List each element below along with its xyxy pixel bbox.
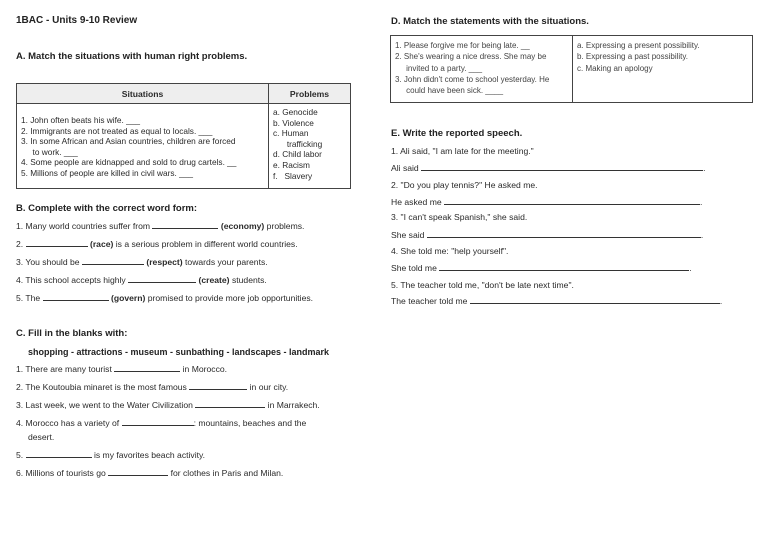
answer-blank[interactable] xyxy=(43,293,109,301)
section-c-item-2: 2. The Koutoubia minaret is the most famous in our city. xyxy=(16,382,289,392)
reported-speech-answer: He asked me . xyxy=(391,197,703,207)
section-c-title: C. Fill in the blanks with: xyxy=(16,328,128,339)
section-c-item-5: 5. is my favorites beach activity. xyxy=(16,450,206,460)
answer-line[interactable] xyxy=(439,263,689,271)
situation-item: 4. Some people are kidnapped and sold to drug cartels. __ xyxy=(21,157,237,168)
reported-speech-question: 2. "Do you play tennis?" He asked me. xyxy=(391,180,538,190)
answer-line[interactable] xyxy=(421,163,703,171)
situation-option: b. Expressing a past possibility. xyxy=(577,52,689,62)
section-c-item-3: 3. Last week, we went to the Water Civilization in Marrakech. xyxy=(16,400,320,410)
situation-option: c. Making an apology xyxy=(577,63,653,73)
situation-item: 2. Immigrants are not treated as equal to locals. ___ xyxy=(21,125,213,136)
section-b-item-5: 5. The (govern) promised to provide more job opportunities. xyxy=(16,293,314,303)
section-c-item-4: 4. Morocco has a variety of : mountains, beaches and the xyxy=(16,418,307,428)
problem-item: c. Human xyxy=(273,128,309,139)
answer-blank[interactable] xyxy=(26,239,88,247)
statement-item: 3. John didn't come to school yesterday. He xyxy=(395,74,550,84)
reported-speech-question: 4. She told me: "help yourself". xyxy=(391,246,509,256)
word-bank: shopping - attractions - museum - sunbathing - landscapes - landmark xyxy=(28,347,330,357)
document-title: 1BAC - Units 9-10 Review xyxy=(16,15,138,26)
situations-list xyxy=(17,104,268,182)
answer-blank[interactable] xyxy=(128,275,196,283)
problem-item: b. Violence xyxy=(273,117,314,128)
problem-item: f. Slavery xyxy=(273,170,313,181)
section-c-item-4-continuation: desert. xyxy=(28,432,55,442)
reported-speech-question: 5. The teacher told me, "don't be late next time". xyxy=(391,280,574,290)
answer-blank[interactable] xyxy=(108,468,168,476)
section-c-item-6: 6. Millions of tourists go for clothes in Paris and Milan. xyxy=(16,468,284,478)
reported-speech-answer: The teacher told me . xyxy=(391,296,723,306)
problem-item: d. Child labor xyxy=(273,149,322,160)
answer-line[interactable] xyxy=(470,296,720,304)
section-e-title: E. Write the reported speech. xyxy=(391,128,523,139)
answer-blank[interactable] xyxy=(82,257,144,265)
section-b-item-2: 2. (race) is a serious problem in different world countries. xyxy=(16,239,298,249)
situation-item: 3. In some African and Asian countries, children are forced xyxy=(21,136,236,147)
section-b-item-1: 1. Many world countries suffer from (economy) problems. xyxy=(16,221,305,231)
section-b-item-4: 4. This school accepts highly (create) students. xyxy=(16,275,267,285)
statement-item: invited to a party. ___ xyxy=(395,63,483,73)
reported-speech-answer: She told me . xyxy=(391,263,692,273)
reported-speech-question: 3. "I can't speak Spanish," she said. xyxy=(391,212,528,222)
answer-blank[interactable] xyxy=(114,364,180,372)
answer-blank[interactable] xyxy=(26,450,92,458)
section-a-title: A. Match the situations with human right problems. xyxy=(16,51,248,62)
reported-speech-answer: She said . xyxy=(391,230,704,240)
situation-item: 1. John often beats his wife. ___ xyxy=(21,115,141,125)
problem-item: trafficking xyxy=(273,138,323,149)
reported-speech-question: 1. Ali said, "I am late for the meeting." xyxy=(391,146,534,156)
section-b-title: B. Complete with the correct word form: xyxy=(16,203,198,214)
statement-item: 1. Please forgive me for being late. __ xyxy=(395,41,530,50)
section-a-table xyxy=(16,83,351,189)
statement-item: 2. She's wearing a nice dress. She may be xyxy=(395,52,547,62)
situation-item: 5. Millions of people are killed in civil wars. ___ xyxy=(21,167,194,178)
statement-item: could have been sick. ____ xyxy=(395,86,504,96)
problems-list xyxy=(269,104,350,184)
statements-list xyxy=(395,40,568,96)
section-c-item-1: 1. There are many tourist in Morocco. xyxy=(16,364,228,374)
answer-blank[interactable] xyxy=(189,382,247,390)
answer-blank[interactable] xyxy=(152,221,218,229)
answer-blank[interactable] xyxy=(195,400,265,408)
problem-item: a. Genocide xyxy=(273,107,318,117)
answer-line[interactable] xyxy=(444,197,700,205)
situation-option: a. Expressing a present possibility. xyxy=(577,41,700,50)
problems-header: Problems xyxy=(269,84,351,104)
section-d-title: D. Match the statements with the situations. xyxy=(391,16,589,27)
answer-line[interactable] xyxy=(427,230,701,238)
situation-item: to work. ___ xyxy=(21,146,78,157)
situations-options-list xyxy=(577,40,748,74)
problem-item: e. Racism xyxy=(273,159,310,170)
section-d-table xyxy=(390,35,753,103)
reported-speech-answer: Ali said . xyxy=(391,163,706,173)
answer-blank[interactable] xyxy=(122,418,194,426)
situations-header: Situations xyxy=(17,84,269,104)
section-b-item-3: 3. You should be (respect) towards your parents. xyxy=(16,257,268,267)
